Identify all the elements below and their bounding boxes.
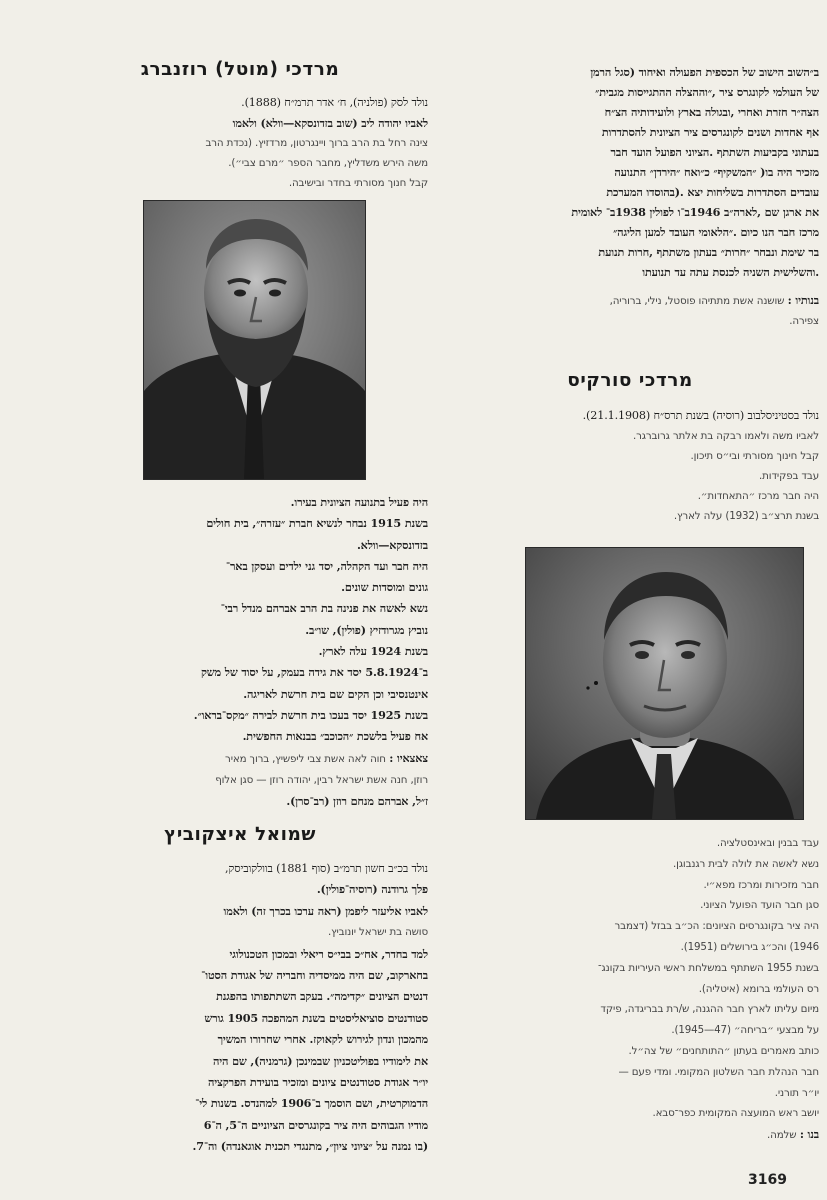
- text-line: בזדונסקא—וולא.: [356, 537, 428, 552]
- text-line: ב״השוב הישוב של הכספית הפעולה ואיחוד (סגל הרמן: [590, 65, 819, 79]
- text-line: נולד לסק (פולניה), ח׳ אדר תרמ״ח (1888).: [241, 96, 428, 109]
- children-line: [443, 290, 819, 311]
- text-line: קבל חנוך מסורתי בחדר ובישיבה.: [288, 177, 428, 189]
- text-line: סטודנטים סוציאליסטים בשנת המהפכה 1905 גורש: [204, 1010, 428, 1025]
- text-line: קבל חינוך מסורתי ובי״ס תיכון.: [690, 450, 819, 462]
- text-line: לאביו יהודה ליב (שוב בזדונסקא—וולא) ולאמו: [232, 116, 428, 130]
- page-number: 3169: [748, 1172, 787, 1188]
- text-line: יושב ראש המועצה המקומית כפר־סבא.: [652, 1107, 819, 1120]
- text-line: לאביו אליעזר ליפמן (ראה ערכו בכרך זה) ולאמו: [223, 903, 428, 918]
- text-line: מרכז חבר הנו כיום .״הלאומי העובד למען הליגה״: [613, 225, 819, 239]
- text-line: מהמכון ונדון לגירוש לקאוקז. אחרי שחרורו המשיך: [217, 1032, 428, 1047]
- text-line: .והשלישית השניה לכנסת עתה עד תנועתו: [642, 265, 819, 279]
- children-label: בנותיו :: [787, 293, 819, 307]
- text-line: אח פעיל בלשכת ״הכוכב״ בבנאות החפשית.: [242, 729, 428, 744]
- text-line: בשנת 1955 השתתף במשלחת ראשי העיריות בקונג־: [597, 961, 819, 974]
- text-line: נולד בכ״ב חשון תרמ״ב (סוף 1881) בוולקוביסק,: [224, 862, 428, 875]
- text-line: עובדים הסתדרות בשליחות יצא .(בהוסדו המערכת: [606, 185, 819, 199]
- itzkovich-bio: [14, 858, 428, 1158]
- descendants-label: צאצאיו :: [389, 750, 428, 765]
- text-line: פלך גרודנה (רוסיה־פולין).: [316, 882, 428, 897]
- text-line: גונים ומוסדות שונים.: [341, 580, 428, 595]
- continuation-text: [443, 62, 819, 331]
- sorkis-portrait: [525, 547, 804, 820]
- descendants-text: חוה לאה אשת צבי ליפשיץ, ברוך מאיר: [225, 752, 386, 765]
- text-line: 1946) והכ״ג בירושלים (1951).: [680, 940, 819, 953]
- son-label: בנו :: [799, 1127, 819, 1142]
- text-line: למד בחדר, אח״כ בבי״ס ריאלי ובמכון הטכנולוגי: [229, 946, 428, 961]
- rosenberg-heading: מרדכי (מוטל) רוזנברג: [140, 59, 340, 80]
- text-line: בשנת תרצ״ב (1932) עלה לארץ.: [673, 510, 819, 522]
- text-line: כותב מאמרים בעתון ״התותחנים״ של צה״ל.: [628, 1044, 819, 1057]
- text-line: רוזן, חנה אשת ישראל רבין, יהודה רוזן — סגן אלוף: [215, 773, 428, 786]
- text-line: משה הירש משדליץ, מחבר הספר ״מרם צבי״).: [228, 157, 428, 169]
- sorkis-intro: [443, 406, 819, 526]
- text-line: הדמוקרטית, ושם הוסמך ב־1906 למהנדס. בשנות לי־: [195, 1096, 428, 1111]
- text-line: נוביץ מגרודזיץ (פולין), שו״ב.: [305, 622, 428, 637]
- text-line: בר שימת ונבחר ״חרות״ בעתון משתתף ,חרות תנועת: [598, 245, 819, 259]
- text-line: בשנת 1924 עלה לארץ.: [318, 644, 428, 659]
- text-line: היה חבר ועד הקהלה, יסד גני ילדים ועסקן באר־: [225, 558, 428, 573]
- text-line: מודיו הגבוהים היה ציר בקונגרסים הציוניים ה־5, ה־6: [203, 1117, 428, 1132]
- text-line: היה חבר מרכז ״התאחדות״.: [697, 490, 819, 502]
- text-line: בחארקוב, שם היה ממיסדיה וחבריה של אגודת הסטו־: [201, 968, 428, 983]
- text-line: סושה בת ישראל יונוביץ.: [327, 926, 428, 939]
- children-text-cont: צפירה.: [789, 315, 819, 327]
- children-text: שושנה אשת מתתיהו פוסטל, נילי, ברוריה,: [609, 295, 785, 307]
- text-line: חבר הנהלת חבר השלטון המקומי. ומדי פעם —: [618, 1065, 819, 1078]
- itzkovich-heading: שמואל איצקוביץ: [164, 824, 316, 845]
- text-line: בשנת 1915 נבחר לנשיא חברת ״עזרה״, בית חולים: [206, 516, 428, 531]
- text-line: דנטים הציונים ״קדימה״. בעקב השתתפותו בהפגנת: [216, 989, 428, 1004]
- text-line: נשא לאשה את פנינה בת הרב אברהם מנדל רבי־: [220, 601, 428, 616]
- text-line: על מבצעי ״בריחה״ (47—1945).: [671, 1024, 819, 1037]
- text-line: מיום עליתו לארץ חבר ההגנה, ש/רת בבריגדה, פיקד: [600, 1003, 819, 1016]
- son-line: [443, 1124, 819, 1146]
- text-line: אינטנסיבי וכן הקים שם בית חרשת לאריגה.: [243, 686, 428, 701]
- text-line: סגן חבר הועד הפועל הציוני.: [700, 899, 819, 912]
- text-line: ז״ל, אברהם מנחם רוזן (רב־סרן).: [286, 794, 428, 809]
- text-line: נולד בסטיניסלבוב (רוסיה) בשנת תרס״ח (21.1.1908).: [582, 409, 819, 422]
- text-line: לאביו משה ולאמו רבקה בת אלתר גרוברגר.: [632, 430, 819, 442]
- text-line: יו״ר אגודת סטודנטים ציונים ומזכיר בועידת הפרקציה: [207, 1075, 428, 1090]
- text-line: הצה״ר חזרת ואחרי ,ובגולה בארץ ולועידותיה הצ״ח: [604, 105, 819, 119]
- text-line: היה ציר בקונגרסים הציונים: הכ״ב בבזל (דצמבר: [614, 920, 819, 933]
- text-line: עבד בבנין ובאינסטלציה.: [716, 837, 819, 849]
- rosenberg-bio: [14, 492, 428, 812]
- rosenberg-intro: [14, 93, 428, 193]
- text-line: נשא לאשה את לולה לבית רגנבוגן.: [673, 857, 819, 870]
- text-line: של העולמי לקונגרס ציר ,״וההצלה ההתגייסות מגבית״: [595, 85, 819, 99]
- rosenberg-portrait: [143, 200, 366, 480]
- descendants-line: [14, 748, 428, 770]
- text-line: היה פעיל בתנועה הציונית בעירו.: [290, 495, 428, 509]
- text-line: מזכיר היה בו( ״המשקיף״ כ״ואח ״הירדן״ התנועה: [614, 165, 819, 179]
- text-line: את לימודיו בפוליטכניון שבמינכן (גרמניה), שם היה: [212, 1053, 428, 1068]
- text-line: צינה רחל בת הרב ברוך ויינגרטון, מרדזיץ. (נכדת הרב: [205, 137, 428, 149]
- text-line: את ארגן שם ,לארה״ב 1946ב־ו לפולין 1938ב־ לאומית: [571, 205, 819, 219]
- text-line: ב־5.8.1924 יסד את גידה בעמק, על יסוד של משק: [200, 665, 428, 680]
- text-line: אף אחדות ושנים לקונגרסים ציר הציונית להסתדרות: [601, 125, 819, 139]
- text-line: יו״ר תורני.: [774, 1086, 819, 1099]
- rosenberg-portrait-image: [144, 201, 365, 479]
- text-line: חבר מזכירות ומרכז מפא״י.: [703, 878, 819, 891]
- text-line: רס העולמי ברומא (איטליה).: [698, 982, 819, 995]
- son-name: שלמה.: [767, 1129, 797, 1142]
- text-line: בעתוני בקביעות השתתף .הציוני הפועל הועד חבר: [610, 145, 819, 159]
- text-line: (בו נמנה על ״ציוני ציון״, מתנגדי תכנית אוגאנדה) וה־7.: [192, 1139, 428, 1154]
- text-line: בשנת 1925 יסד בעכו בית חרשת לבירה ״מקס־בראו״.: [193, 707, 428, 722]
- text-line: עבד בפקידות.: [759, 470, 819, 482]
- sorkis-bio: [443, 833, 819, 1146]
- sorkis-portrait-image: [526, 548, 803, 819]
- sorkis-heading: מרדכי סורקיס: [567, 370, 693, 391]
